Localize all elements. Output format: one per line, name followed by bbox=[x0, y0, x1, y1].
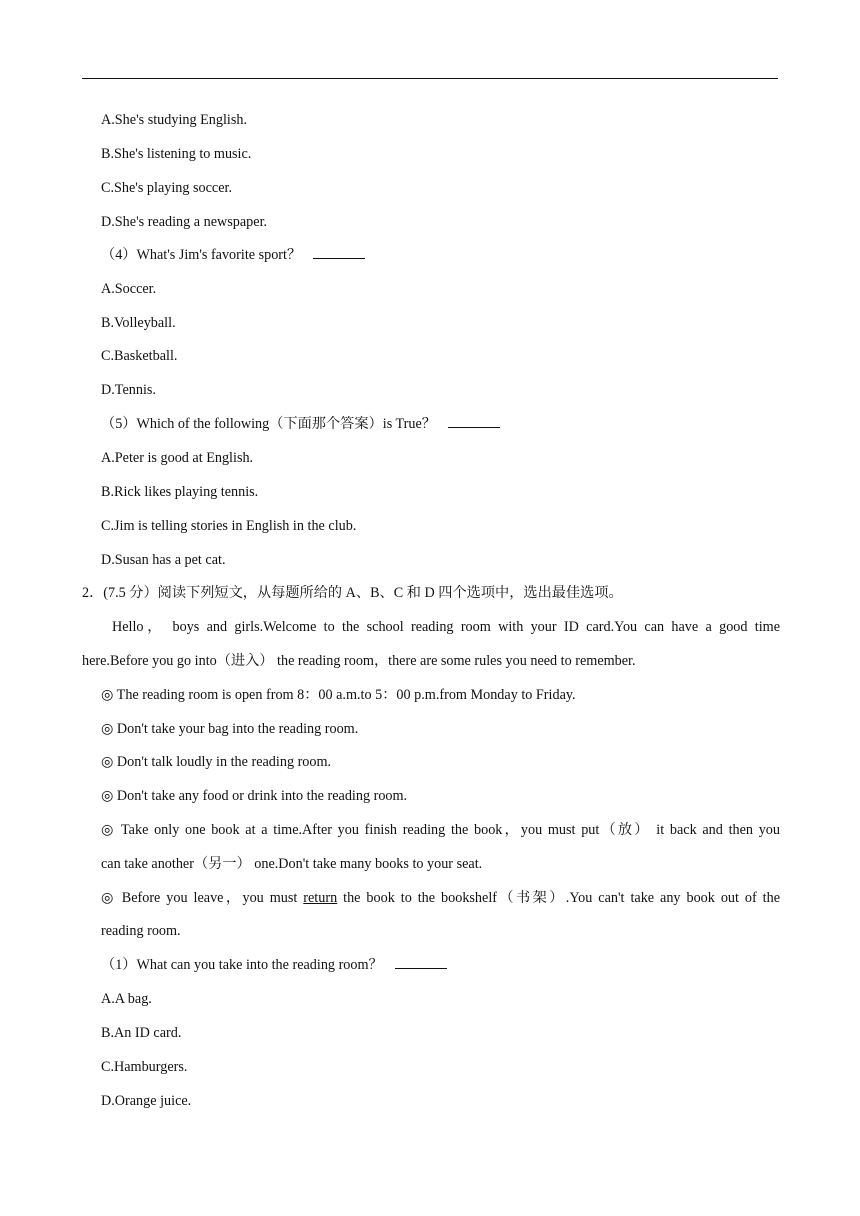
passage-line-1: Hello， boys and girls.Welcome to the school reading room with your ID card.You can have a good time bbox=[112, 619, 780, 635]
sub1-stem: （1）What can you take into the reading room？ bbox=[101, 957, 383, 973]
sub1-option-c: C.Hamburgers. bbox=[101, 1059, 188, 1075]
q4-option-a: A.Soccer. bbox=[101, 281, 157, 297]
rule-5-line-2: can take another（另一） one.Don't take many books to your seat. bbox=[101, 856, 483, 872]
q4-stem: （4）What's Jim's favorite sport？ bbox=[101, 247, 302, 263]
q5-question bbox=[101, 414, 500, 434]
sub1-question bbox=[101, 955, 447, 975]
passage-line-2: here.Before you go into（进入） the reading room，there are some rules you need to remember. bbox=[82, 653, 636, 669]
rule-6-line-2: reading room. bbox=[101, 923, 181, 939]
sub1-answer-blank bbox=[395, 956, 447, 969]
q3-option-d: D.She's reading a newspaper. bbox=[101, 214, 268, 230]
q4-answer-blank bbox=[313, 246, 365, 259]
rule-3: ◎ Don't talk loudly in the reading room. bbox=[101, 754, 332, 770]
q4-option-d: D.Tennis. bbox=[101, 382, 156, 398]
sub1-option-d: D.Orange juice. bbox=[101, 1093, 192, 1109]
rule-4: ◎ Don't take any food or drink into the reading room. bbox=[101, 788, 408, 804]
q5-option-d: D.Susan has a pet cat. bbox=[101, 552, 226, 568]
q4-option-c: C.Basketball. bbox=[101, 348, 178, 364]
sub1-option-b: B.An ID card. bbox=[101, 1025, 182, 1041]
q4-option-b: B.Volleyball. bbox=[101, 315, 176, 331]
sub1-option-a: A.A bag. bbox=[101, 991, 152, 1007]
q5-option-c: C.Jim is telling stories in English in the club. bbox=[101, 518, 357, 534]
rule-2: ◎ Don't take your bag into the reading room. bbox=[101, 721, 359, 737]
q3-option-b: B.She's listening to music. bbox=[101, 146, 252, 162]
rule-6-underlined-word: return bbox=[303, 890, 338, 906]
q5-option-b: B.Rick likes playing tennis. bbox=[101, 484, 259, 500]
q3-option-c: C.She's playing soccer. bbox=[101, 180, 233, 196]
rule-1: ◎ The reading room is open from 8：00 a.m.to 5：00 p.m.from Monday to Friday. bbox=[101, 687, 576, 703]
rule-6-line-1 bbox=[101, 888, 780, 908]
q3-option-a: A.She's studying English. bbox=[101, 112, 248, 128]
rule-6-text-after: the book to the bookshelf（书架）.You can't take any book out of the bbox=[337, 890, 781, 906]
header-rule bbox=[82, 78, 778, 79]
q5-answer-blank bbox=[448, 415, 500, 428]
q5-stem: （5）Which of the following（下面那个答案）is True？ bbox=[101, 416, 436, 432]
rule-5-line-1: ◎ Take only one book at a time.After you finish reading the book，you must put（放） it back and then you bbox=[101, 822, 780, 838]
q2-heading: 2．(7.5 分）阅读下列短文，从每题所给的 A、B、C 和 D 四个选项中，选出最佳选项。 bbox=[82, 585, 623, 601]
rule-6-text-before: ◎ Before you leave，you must bbox=[101, 890, 304, 906]
q5-option-a: A.Peter is good at English. bbox=[101, 450, 254, 466]
q4-question bbox=[101, 245, 365, 265]
